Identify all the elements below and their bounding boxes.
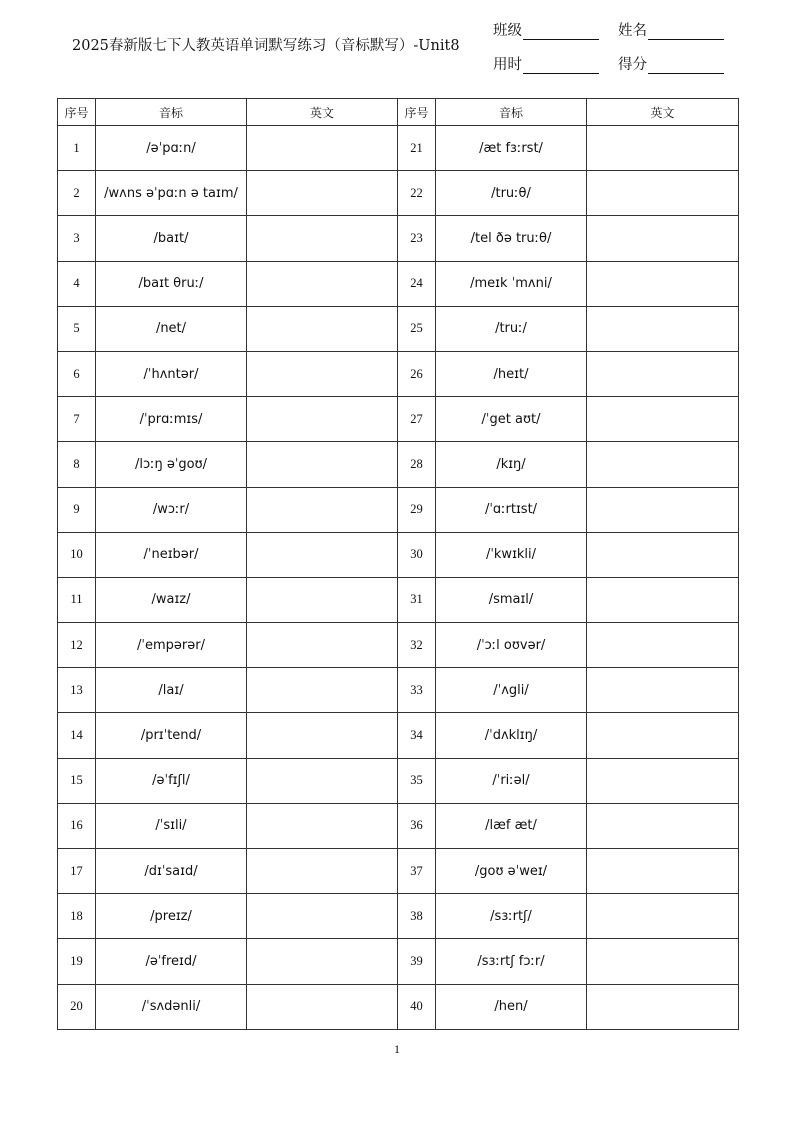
table-row (58, 758, 739, 803)
phonetic-cell: /lɔːŋ əˈgoʊ/ (96, 442, 247, 487)
row-number: 27 (398, 397, 436, 442)
phonetic-cell: /ˈprɑːmɪs/ (96, 397, 247, 442)
row-number: 17 (58, 849, 96, 894)
row-number: 22 (398, 171, 436, 216)
row-number: 29 (398, 487, 436, 532)
page-title: 2025春新版七下人教英语单词默写练习（音标默写）-Unit8 (72, 38, 460, 54)
row-number: 35 (398, 758, 436, 803)
answer-cell[interactable] (587, 668, 739, 713)
phonetic-cell: /sɜːrtʃ/ (436, 894, 587, 939)
phonetic-cell: /goʊ əˈweɪ/ (436, 849, 587, 894)
answer-cell[interactable] (247, 306, 398, 351)
row-number: 31 (398, 577, 436, 622)
answer-cell[interactable] (587, 487, 739, 532)
phonetic-cell: /baɪt/ (96, 216, 247, 261)
row-number: 5 (58, 306, 96, 351)
class-field (493, 19, 599, 40)
column-header-phonetic: 音标 (96, 99, 247, 126)
row-number: 21 (398, 126, 436, 171)
row-number: 38 (398, 894, 436, 939)
phonetic-cell: /kɪŋ/ (436, 442, 587, 487)
row-number: 37 (398, 849, 436, 894)
phonetic-cell: /ˈɑːrtɪst/ (436, 487, 587, 532)
answer-cell[interactable] (587, 849, 739, 894)
phonetic-cell: /ˈdʌklɪŋ/ (436, 713, 587, 758)
column-header-number: 序号 (398, 99, 436, 126)
phonetic-cell: /æt fɜːrst/ (436, 126, 587, 171)
row-number: 15 (58, 758, 96, 803)
table-row (58, 803, 739, 848)
answer-cell[interactable] (587, 351, 739, 396)
table-row (58, 668, 739, 713)
answer-cell[interactable] (247, 577, 398, 622)
phonetic-cell: /baɪt θruː/ (96, 261, 247, 306)
phonetic-cell: /wʌns əˈpɑːn ə taɪm/ (96, 171, 247, 216)
column-header-english: 英文 (247, 99, 398, 126)
phonetic-cell: /ˈsʌdənli/ (96, 984, 247, 1029)
answer-cell[interactable] (247, 126, 398, 171)
phonetic-cell: /ˈkwɪkli/ (436, 532, 587, 577)
phonetic-cell: /ˈʌgli/ (436, 668, 587, 713)
answer-cell[interactable] (587, 442, 739, 487)
answer-cell[interactable] (587, 894, 739, 939)
table-row (58, 849, 739, 894)
phonetic-cell: /waɪz/ (96, 577, 247, 622)
row-number: 20 (58, 984, 96, 1029)
row-number: 4 (58, 261, 96, 306)
answer-cell[interactable] (247, 939, 398, 984)
row-number: 34 (398, 713, 436, 758)
answer-cell[interactable] (247, 216, 398, 261)
answer-cell[interactable] (247, 532, 398, 577)
table-row (58, 984, 739, 1029)
row-number: 28 (398, 442, 436, 487)
vocabulary-table (57, 98, 739, 1030)
answer-cell[interactable] (247, 668, 398, 713)
answer-cell[interactable] (587, 623, 739, 668)
phonetic-cell: /wɔːr/ (96, 487, 247, 532)
column-header-number: 序号 (58, 99, 96, 126)
name-field (618, 19, 724, 40)
phonetic-cell: /ˈget aʊt/ (436, 397, 587, 442)
row-number: 11 (58, 577, 96, 622)
answer-cell[interactable] (247, 894, 398, 939)
table-row (58, 216, 739, 261)
answer-cell[interactable] (587, 577, 739, 622)
answer-cell[interactable] (247, 713, 398, 758)
answer-cell[interactable] (247, 261, 398, 306)
table-row (58, 487, 739, 532)
answer-cell[interactable] (587, 216, 739, 261)
answer-cell[interactable] (587, 261, 739, 306)
answer-cell[interactable] (587, 803, 739, 848)
phonetic-cell: /ˈneɪbər/ (96, 532, 247, 577)
phonetic-cell: /truːθ/ (436, 171, 587, 216)
row-number: 6 (58, 351, 96, 396)
time-blank[interactable] (523, 59, 599, 74)
row-number: 3 (58, 216, 96, 261)
phonetic-cell: /net/ (96, 306, 247, 351)
table-row (58, 713, 739, 758)
row-number: 10 (58, 532, 96, 577)
row-number: 24 (398, 261, 436, 306)
phonetic-cell: /ˈɔːl oʊvər/ (436, 623, 587, 668)
answer-cell[interactable] (587, 758, 739, 803)
phonetic-cell: /dɪˈsaɪd/ (96, 849, 247, 894)
answer-cell[interactable] (587, 171, 739, 216)
column-header-english: 英文 (587, 99, 739, 126)
phonetic-cell: /laɪ/ (96, 668, 247, 713)
row-number: 9 (58, 487, 96, 532)
phonetic-cell: /əˈpɑːn/ (96, 126, 247, 171)
time-field (493, 53, 599, 74)
row-number: 36 (398, 803, 436, 848)
table-row (58, 577, 739, 622)
answer-cell[interactable] (247, 487, 398, 532)
answer-cell[interactable] (587, 126, 739, 171)
row-number: 23 (398, 216, 436, 261)
row-number: 1 (58, 126, 96, 171)
answer-cell[interactable] (247, 351, 398, 396)
score-label: 得分 (618, 57, 647, 73)
answer-cell[interactable] (247, 171, 398, 216)
phonetic-cell: /meɪk ˈmʌni/ (436, 261, 587, 306)
phonetic-cell: /læf æt/ (436, 803, 587, 848)
name-blank[interactable] (648, 25, 724, 40)
row-number: 2 (58, 171, 96, 216)
row-number: 26 (398, 351, 436, 396)
answer-cell[interactable] (247, 442, 398, 487)
phonetic-cell: /preɪz/ (96, 894, 247, 939)
answer-cell[interactable] (247, 984, 398, 1029)
answer-cell[interactable] (587, 713, 739, 758)
row-number: 25 (398, 306, 436, 351)
table-row (58, 126, 739, 171)
phonetic-cell: /ˈempərər/ (96, 623, 247, 668)
answer-cell[interactable] (247, 758, 398, 803)
answer-cell[interactable] (587, 984, 739, 1029)
row-number: 40 (398, 984, 436, 1029)
row-number: 32 (398, 623, 436, 668)
row-number: 39 (398, 939, 436, 984)
table-header-row (58, 99, 739, 126)
row-number: 12 (58, 623, 96, 668)
phonetic-cell: /əˈfɪʃl/ (96, 758, 247, 803)
table-row (58, 397, 739, 442)
table-row (58, 939, 739, 984)
answer-cell[interactable] (247, 623, 398, 668)
answer-cell[interactable] (247, 803, 398, 848)
answer-cell[interactable] (247, 397, 398, 442)
table-row (58, 351, 739, 396)
row-number: 7 (58, 397, 96, 442)
phonetic-cell: /smaɪl/ (436, 577, 587, 622)
row-number: 30 (398, 532, 436, 577)
phonetic-cell: /ˈsɪli/ (96, 803, 247, 848)
table-row (58, 171, 739, 216)
row-number: 33 (398, 668, 436, 713)
answer-cell[interactable] (247, 849, 398, 894)
row-number: 16 (58, 803, 96, 848)
phonetic-cell: /əˈfreɪd/ (96, 939, 247, 984)
phonetic-cell: /truː/ (436, 306, 587, 351)
phonetic-cell: /hen/ (436, 984, 587, 1029)
class-blank[interactable] (523, 25, 599, 40)
row-number: 18 (58, 894, 96, 939)
name-label: 姓名 (618, 23, 647, 39)
answer-cell[interactable] (587, 532, 739, 577)
page-number: 1 (394, 1042, 400, 1056)
table-row (58, 894, 739, 939)
row-number: 13 (58, 668, 96, 713)
row-number: 19 (58, 939, 96, 984)
class-label: 班级 (493, 23, 522, 39)
phonetic-cell: /ˈhʌntər/ (96, 351, 247, 396)
phonetic-cell: /tel ðə truːθ/ (436, 216, 587, 261)
table-row (58, 306, 739, 351)
score-blank[interactable] (648, 59, 724, 74)
row-number: 14 (58, 713, 96, 758)
answer-cell[interactable] (587, 306, 739, 351)
time-label: 用时 (493, 57, 522, 73)
phonetic-cell: /sɜːrtʃ fɔːr/ (436, 939, 587, 984)
table-row (58, 532, 739, 577)
answer-cell[interactable] (587, 939, 739, 984)
table-row (58, 442, 739, 487)
phonetic-cell: /heɪt/ (436, 351, 587, 396)
score-field (618, 53, 724, 74)
phonetic-cell: /prɪˈtend/ (96, 713, 247, 758)
column-header-phonetic: 音标 (436, 99, 587, 126)
answer-cell[interactable] (587, 397, 739, 442)
phonetic-cell: /ˈriːəl/ (436, 758, 587, 803)
row-number: 8 (58, 442, 96, 487)
table-row (58, 623, 739, 668)
table-row (58, 261, 739, 306)
